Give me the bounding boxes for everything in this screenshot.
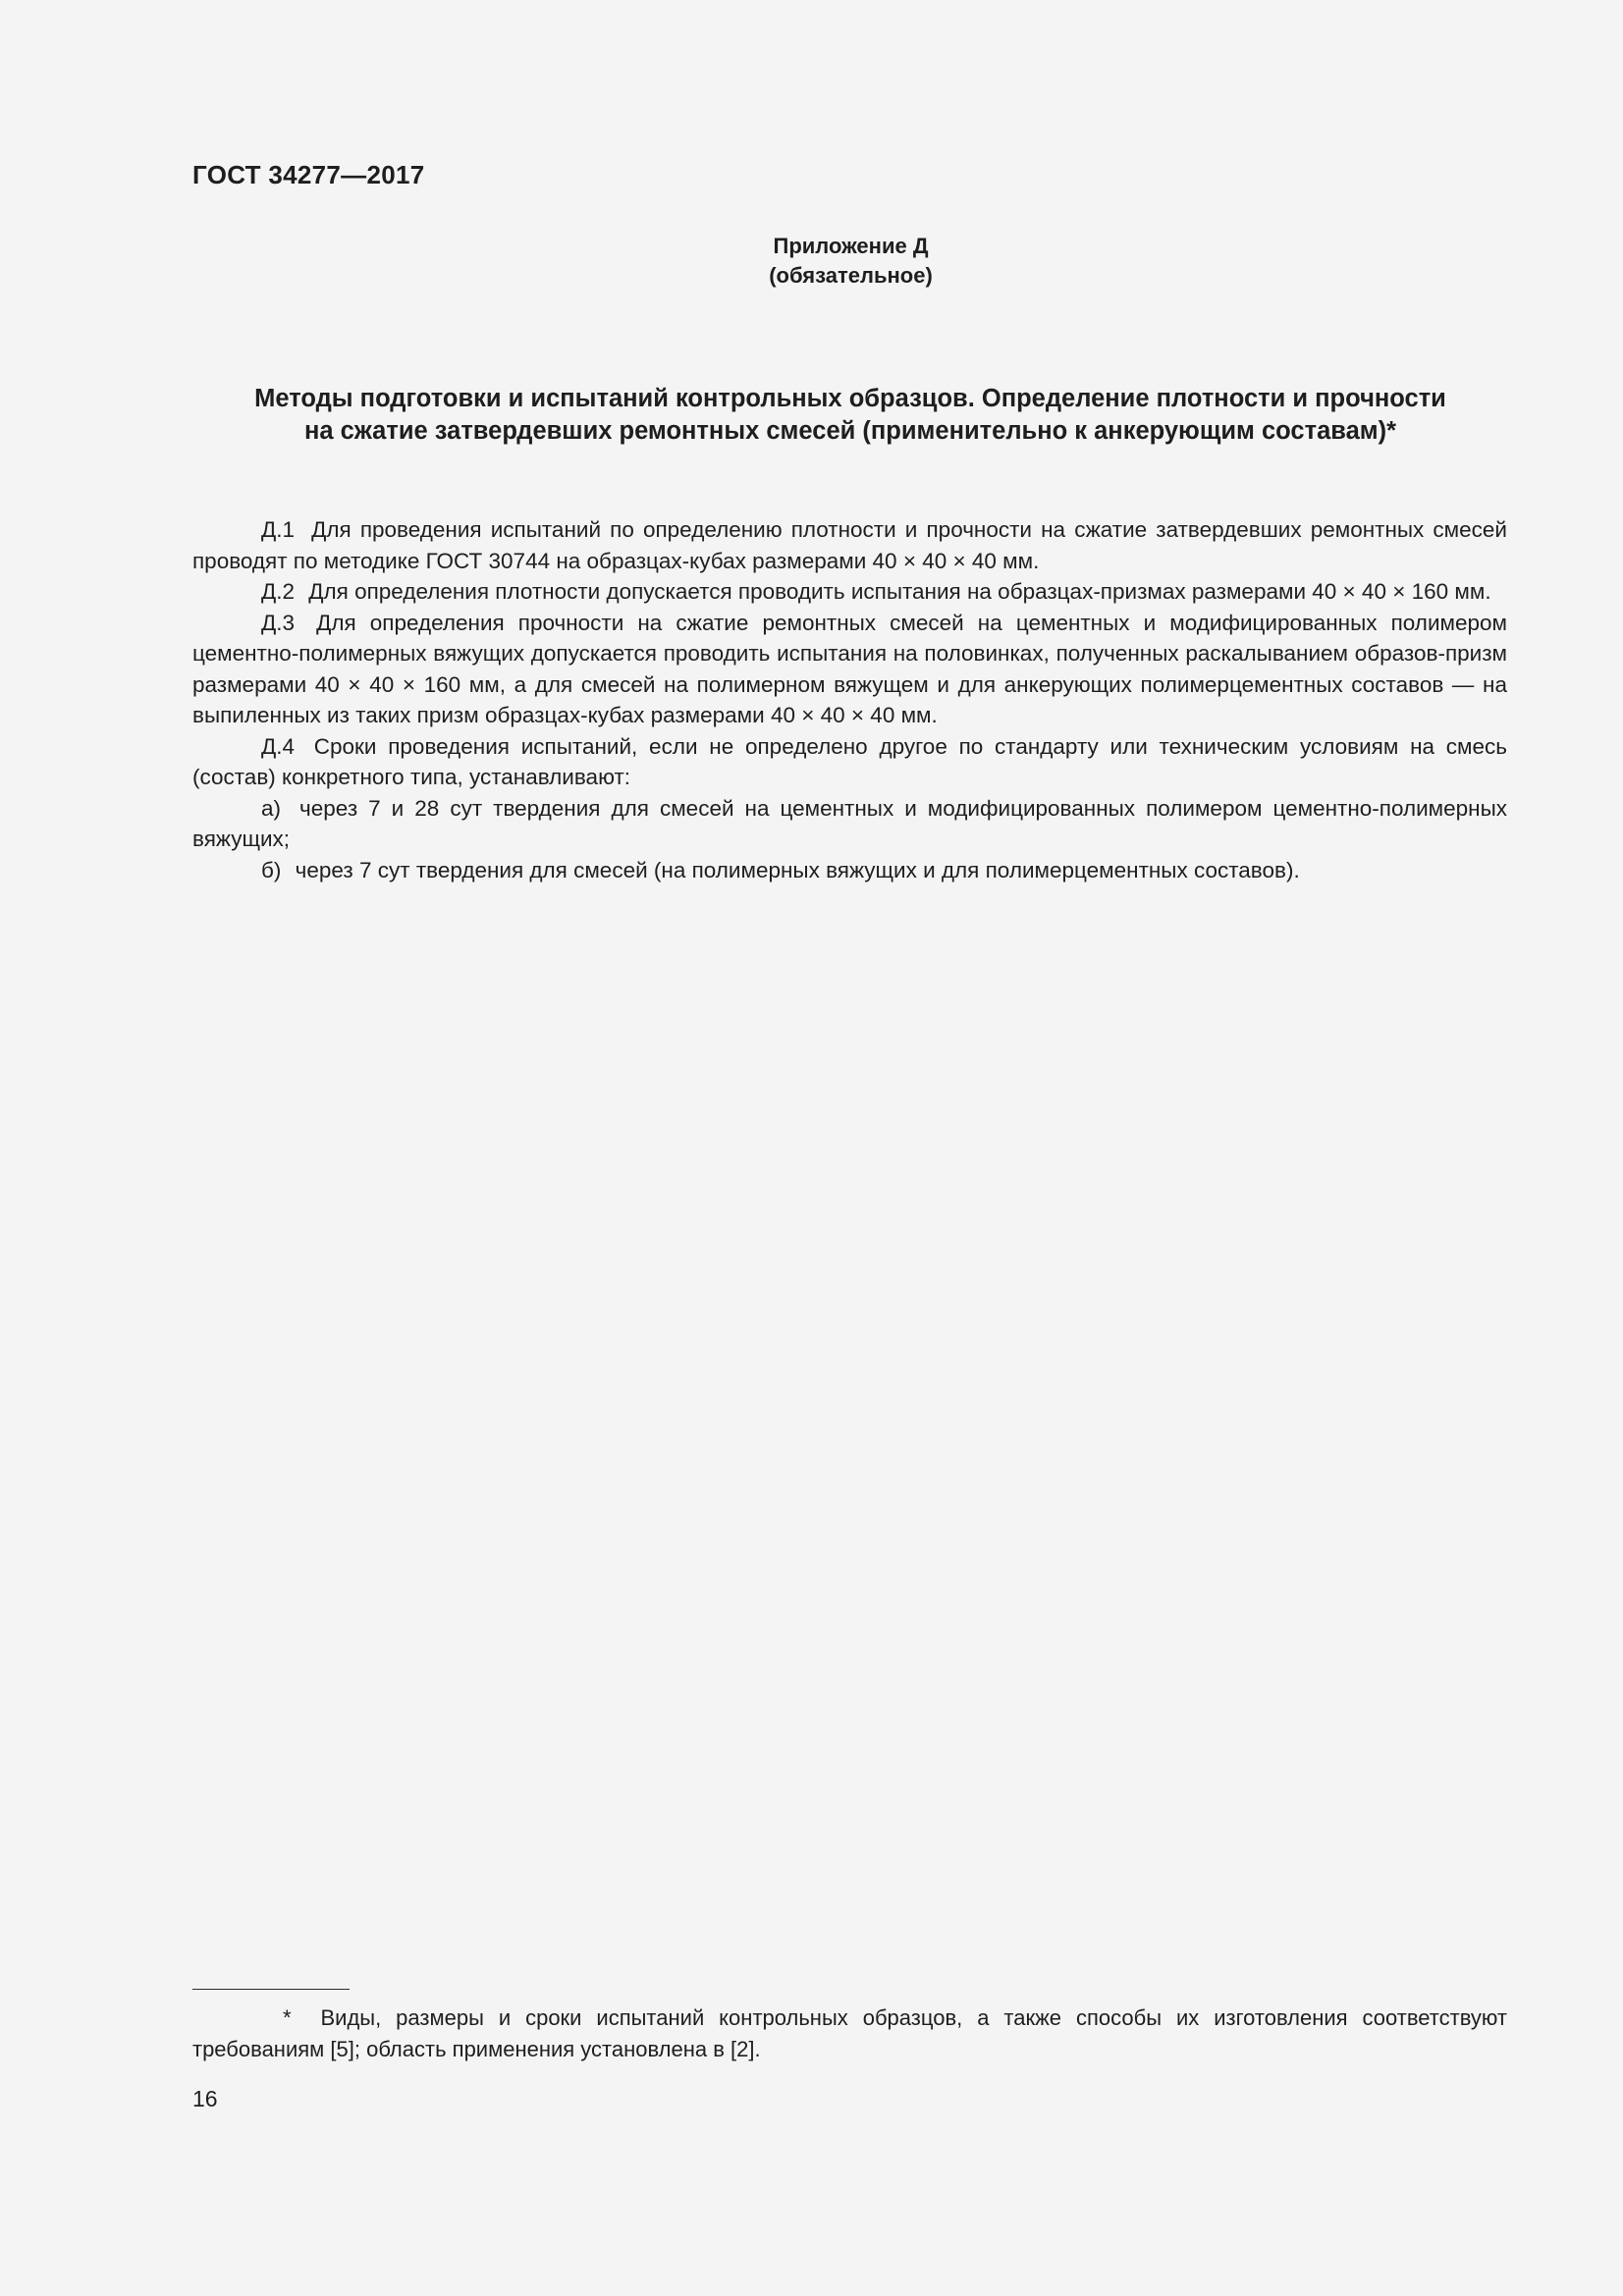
list-item-b [192, 855, 1507, 886]
appendix-heading [0, 232, 1623, 291]
paragraph-text: Для проведения испытаний по определению плотности и прочности на сжатие затвердевших ремонтных смесей проводят по методике ГОСТ 30744 на образцах-кубах размерами 40 × 40 × 40 мм. [192, 517, 1507, 573]
list-item-text: через 7 и 28 сут твердения для смесей на цементных и модифицированных полимером цементно-полимерных вяжущих; [192, 795, 1507, 851]
paragraph-text: Сроки проведения испытаний, если не определено другое по стандарту или техническим условиям на смесь (состав) конкретного типа, устанавливают: [192, 733, 1507, 789]
paragraph-d3 [192, 608, 1507, 731]
standard-id-header: ГОСТ 34277—2017 [192, 160, 425, 189]
paragraph-number: Д.4 [261, 733, 296, 759]
appendix-title: Приложение Д [773, 234, 929, 258]
page-number: 16 [192, 2086, 218, 2111]
appendix-status: (обязательное) [769, 263, 933, 288]
list-marker: б) [261, 857, 282, 882]
section-title-line-1: Методы подготовки и испытаний контрольных образцов. Определение плотности и прочности [254, 385, 1446, 412]
paragraph-d1 [192, 514, 1507, 576]
paragraph-number: Д.2 [261, 579, 296, 604]
paragraph-number: Д.1 [261, 517, 296, 542]
footnote-marker: * [283, 2005, 292, 2030]
section-title-line-2: на сжатие затвердевших ремонтных смесей (применительно к анкерующим составам)* [303, 417, 1397, 445]
paragraph-d4 [192, 731, 1507, 793]
paragraph-text: Для определения плотности допускается проводить испытания на образцах-призмах размерами 40 × 40 × 160 мм. [308, 579, 1491, 604]
footnote-divider [192, 1989, 350, 1990]
list-item-text: через 7 сут твердения для смесей (на полимерных вяжущих и для полимерцементных составов). [295, 857, 1300, 882]
paragraph-number: Д.3 [261, 610, 296, 635]
list-item-a [192, 793, 1507, 855]
section-title [192, 383, 1508, 448]
paragraph-text: Для определения прочности на сжатие ремонтных смесей на цементных и модифицированных полимером цементно-полимерных вяжущих допускается проводить испытания на половинках, полученных раскалыванием образов-призм размерами 40 × 40 × 160 мм, а для смесей на полимерном вяжущем и для анкерующих полимерцементных составов — на выпиленных из таких призм образцах-кубах размерами 40 × 40 × 40 мм. [192, 610, 1507, 727]
list-marker: а) [261, 795, 282, 821]
footnote [192, 2002, 1507, 2065]
footnote-text: Виды, размеры и сроки испытаний контрольных образцов, а также способы их изготовления соответствуют требованиям [5]; область применения установлена в [2]. [192, 2005, 1507, 2061]
paragraph-d2 [192, 576, 1507, 608]
body-text [192, 514, 1507, 885]
